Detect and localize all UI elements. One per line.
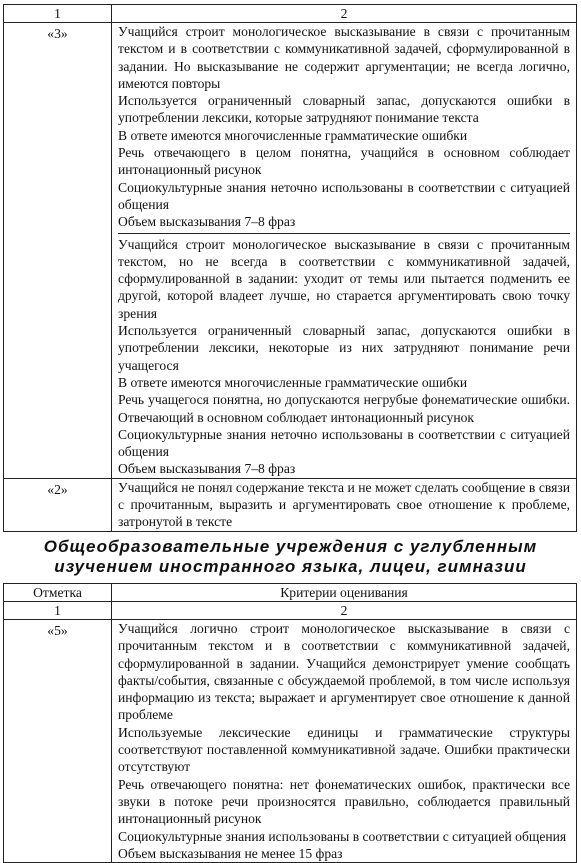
section-heading: [0, 537, 581, 577]
table-row: [4, 23, 577, 479]
criteria-table: [3, 583, 577, 863]
column-header-row: [4, 584, 577, 602]
section-heading-line: Общеобразовательные учреждения с углубленным: [43, 537, 538, 556]
criteria-paragraph: Речь отвечающего в целом понятна, учащийся в основном соблюдает интонационный рисунок: [118, 145, 570, 178]
criteria-paragraph: Учащийся не понял содержание текста и не может сделать сообщение в связи с прочитанным, выразить и аргументировать свое отношение к проблеме, затронутой в тексте: [118, 479, 570, 530]
table-row: [4, 478, 577, 531]
criteria-paragraph: В ответе имеются многочисленные грамматические ошибки: [118, 374, 468, 390]
column-number-2: 2: [112, 602, 577, 620]
criteria-variant-block: [118, 233, 570, 478]
criteria-variant-block: [118, 23, 570, 231]
criteria-paragraph: Объем высказывания 7–8 фраз: [118, 214, 296, 230]
column-number-1: 1: [4, 5, 112, 23]
criteria-paragraph: Используется ограниченный словарный запас, допускаются ошибки в употреблении лексики, которые затрудняют понимание текста: [118, 93, 570, 126]
criteria-paragraph: Социокультурные знания неточно использованы в соответствии с ситуацией общения: [118, 426, 570, 460]
grade-mark: «2»: [4, 478, 112, 531]
criteria-paragraph: Социокультурные знания использованы в соответствии с ситуацией общения: [118, 828, 567, 844]
grade-mark: «3»: [4, 23, 112, 479]
criteria-paragraph: Учащийся логично строит монологическое высказывание в связи с прочитанным текстом и в соответствии с коммуникативной задачей, сформулированной в задании. Учащийся демонстрирует умение сообщать факты/события, связанные с обсуждаемой проблемой, в том числе используя информацию из текста; выражает и аргументирует свое отношение к данной проблеме: [118, 621, 570, 723]
table-row: [4, 620, 577, 863]
criteria-paragraph: В ответе имеются многочисленные грамматические ошибки: [118, 127, 468, 143]
criteria-cell: [112, 478, 577, 531]
column-header-grade: Отметка: [4, 584, 112, 602]
column-number-row: [4, 5, 577, 23]
criteria-paragraph: Используется ограниченный словарный запас, допускаются ошибки в употреблении лексики, некоторые из них затрудняют понимание речи учащегося: [118, 323, 570, 373]
section-heading-line: изучением иностранного языка, лицеи, гимназии: [54, 557, 527, 576]
criteria-cell: [112, 23, 577, 479]
criteria-paragraph: Учащийся строит монологическое высказывание в связи с прочитанным текстом, но не всегда в соответствии с коммуникативной задачей, сформулированной в задании: уходит от темы или пытается подменить ее другой, которой владеет лучше, но старается аргументировать свою точку зрения: [118, 236, 570, 321]
column-number-2: 2: [112, 5, 577, 23]
criteria-cell: [112, 620, 577, 863]
criteria-paragraph: Используемые лексические единицы и грамматические структуры соответствуют поставленной коммуникативной задаче. Ошибки практически отсутствуют: [118, 724, 570, 775]
criteria-table-continued: [3, 4, 577, 532]
column-header-criteria: Критерии оценивания: [112, 584, 577, 602]
column-number-row: [4, 602, 577, 620]
criteria-paragraph: Социокультурные знания неточно использованы в соответствии с ситуацией общения: [118, 179, 570, 212]
criteria-paragraph: Речь отвечающего понятна: нет фонематических ошибок, практически все звуки в потоке речи произносятся правильно, соблюдается правильный интонационный рисунок: [118, 776, 570, 827]
criteria-paragraph: Речь учащегося понятна, но допускаются негрубые фонематические ошибки. Отвечающий в основном соблюдает интонационный рисунок: [118, 392, 570, 425]
criteria-paragraph: Учащийся строит монологическое высказывание в связи с прочитанным текстом и в соответствии с коммуникативной задачей, сформулированной в задании. Но высказывание не содержит аргументации; не всегда логично, имеются повторы: [118, 24, 570, 91]
grade-mark: «5»: [4, 620, 112, 863]
criteria-paragraph: Объем высказывания не менее 15 фраз: [118, 845, 343, 861]
criteria-paragraph: Объем высказывания 7–8 фраз: [118, 461, 296, 477]
column-number-1: 1: [4, 602, 112, 620]
